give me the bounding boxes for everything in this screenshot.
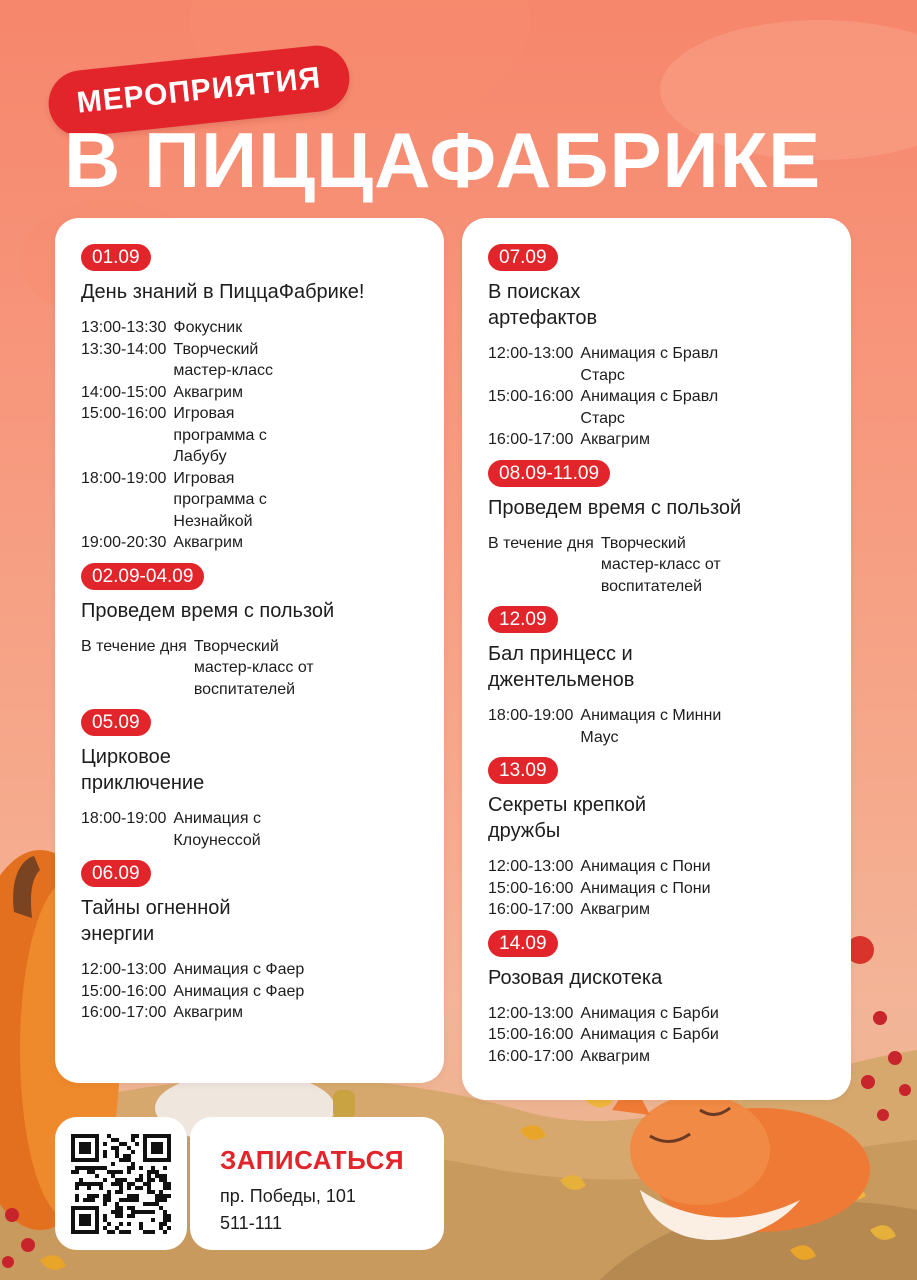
schedule-row bbox=[488, 878, 851, 900]
event-title: День знаний в ПиццаФабрике! bbox=[81, 281, 365, 303]
schedule-activity: Анимация с Бравл Старс bbox=[580, 345, 719, 384]
event-date-badge: 13.09 bbox=[488, 757, 558, 784]
schedule-row bbox=[488, 1003, 851, 1025]
schedule-time: 15:00-16:00 bbox=[81, 982, 167, 1000]
event-title: Проведем время с пользой bbox=[81, 599, 335, 622]
schedule-activity: Анимация с Фаер bbox=[173, 961, 305, 978]
schedule-time: 18:00-19:00 bbox=[81, 469, 167, 487]
schedule-activity: Анимация с Фаер bbox=[173, 982, 305, 1000]
event-date-badge: 14.09 bbox=[488, 930, 558, 957]
schedule-time: 15:00-16:00 bbox=[488, 388, 574, 405]
schedule-row bbox=[488, 899, 851, 921]
schedule-time: В течение дня bbox=[81, 637, 187, 655]
schedule-activity: Анимация с Клоунессой bbox=[173, 810, 261, 849]
schedule-time: 15:00-16:00 bbox=[488, 1026, 574, 1043]
schedule-time: 19:00-20:30 bbox=[81, 534, 167, 551]
schedule-activity: Фокусник bbox=[173, 319, 243, 336]
event-1409 bbox=[488, 930, 851, 1068]
event-0709 bbox=[488, 244, 851, 451]
schedule-time: 15:00-16:00 bbox=[81, 405, 167, 422]
schedule-activity: Анимация с Пони bbox=[580, 879, 711, 897]
schedule-activity: Творческий мастер-класс от воспитателей bbox=[600, 534, 721, 595]
event-0209-0409 bbox=[81, 563, 444, 701]
event-schedule bbox=[488, 856, 851, 921]
schedule-time: 12:00-13:00 bbox=[488, 345, 574, 362]
schedule-time: 16:00-17:00 bbox=[488, 431, 574, 448]
page-title: В ПИЦЦАФАБРИКЕ bbox=[64, 116, 822, 204]
qr-code-icon[interactable] bbox=[71, 1134, 171, 1234]
event-0509 bbox=[81, 709, 444, 851]
signup-link[interactable]: ЗАПИСАТЬСЯ bbox=[220, 1145, 405, 1175]
schedule-time: 12:00-13:00 bbox=[488, 858, 574, 875]
event-0109 bbox=[81, 244, 444, 554]
schedule-activity: Анимация с Бравл Старс bbox=[580, 388, 719, 427]
event-title: Розовая дискотека bbox=[488, 966, 663, 989]
schedule-time: 15:00-16:00 bbox=[488, 879, 574, 897]
schedule-row bbox=[488, 705, 851, 748]
schedule-row bbox=[488, 856, 851, 878]
schedule-time: 16:00-17:00 bbox=[488, 901, 574, 918]
schedule-activity: Аквагрим bbox=[580, 901, 650, 918]
qr-code-card[interactable] bbox=[55, 1117, 187, 1250]
schedule-activity: Анимация с Пони bbox=[580, 858, 711, 875]
schedule-activity: Анимация с Барби bbox=[580, 1026, 719, 1043]
schedule-row bbox=[81, 382, 444, 404]
event-date-badge: 12.09 bbox=[488, 606, 558, 633]
event-0609 bbox=[81, 860, 444, 1024]
schedule-activity: Игровая программа с Лабубу bbox=[173, 405, 267, 465]
schedule-time: 16:00-17:00 bbox=[81, 1004, 167, 1021]
event-title: Секреты крепкой дружбы bbox=[488, 794, 647, 842]
event-title: Бал принцесс и джентельменов bbox=[488, 643, 635, 691]
schedule-row bbox=[488, 343, 851, 386]
schedule-time: 18:00-19:00 bbox=[81, 810, 167, 827]
signup-card[interactable] bbox=[190, 1117, 444, 1250]
schedule-time: 14:00-15:00 bbox=[81, 383, 167, 401]
event-date-badge: 06.09 bbox=[81, 860, 151, 887]
event-title: Проведем время с пользой bbox=[488, 496, 742, 519]
event-date-badge: 07.09 bbox=[488, 244, 558, 271]
event-schedule bbox=[488, 705, 851, 748]
schedule-row bbox=[81, 532, 444, 554]
schedule-row bbox=[81, 403, 444, 468]
schedule-time: 12:00-13:00 bbox=[81, 961, 167, 978]
schedule-row bbox=[81, 959, 444, 981]
schedule-activity: Творческий мастер-класс от воспитателей bbox=[193, 637, 314, 698]
schedule-time: 12:00-13:00 bbox=[488, 1004, 574, 1022]
schedule-card-left bbox=[55, 218, 444, 1083]
event-1309 bbox=[488, 757, 851, 921]
schedule-activity: Аквагрим bbox=[580, 1047, 650, 1065]
event-date-badge: 05.09 bbox=[81, 709, 151, 736]
event-schedule bbox=[81, 808, 444, 851]
event-1209 bbox=[488, 606, 851, 748]
schedule-row bbox=[488, 1046, 851, 1068]
schedule-row bbox=[81, 339, 444, 382]
event-0809-1109 bbox=[488, 460, 851, 598]
schedule-card-right bbox=[462, 218, 851, 1100]
schedule-activity: Аквагрим bbox=[173, 383, 243, 401]
schedule-row bbox=[81, 1002, 444, 1024]
schedule-row bbox=[81, 808, 444, 851]
event-schedule bbox=[488, 533, 851, 598]
schedule-activity: Творческий мастер-класс bbox=[173, 340, 273, 379]
event-schedule bbox=[81, 959, 444, 1024]
event-title: Тайны огненной энергии bbox=[81, 897, 231, 945]
address-text: пр. Победы, 101 bbox=[220, 1186, 356, 1206]
event-schedule bbox=[81, 317, 444, 554]
schedule-time: 13:30-14:00 bbox=[81, 340, 167, 358]
event-date-badge: 02.09-04.09 bbox=[81, 563, 204, 590]
schedule-row bbox=[81, 636, 444, 701]
event-date-badge: 01.09 bbox=[81, 244, 151, 271]
event-date-badge: 08.09-11.09 bbox=[488, 460, 610, 487]
schedule-activity: Аквагрим bbox=[173, 534, 243, 551]
event-title: Цирковое приключение bbox=[81, 746, 205, 794]
schedule-time: 13:00-13:30 bbox=[81, 319, 167, 336]
schedule-time: 16:00-17:00 bbox=[488, 1047, 574, 1065]
schedule-activity: Анимация с Минни Маус bbox=[580, 707, 722, 746]
schedule-activity: Анимация с Барби bbox=[580, 1004, 719, 1022]
schedule-activity: Аквагрим bbox=[580, 431, 650, 448]
schedule-activity: Аквагрим bbox=[173, 1004, 243, 1021]
schedule-activity: Игровая программа с Незнайкой bbox=[173, 469, 267, 530]
event-schedule bbox=[81, 636, 444, 701]
schedule-row bbox=[81, 468, 444, 533]
event-schedule bbox=[488, 343, 851, 451]
schedule-time: 18:00-19:00 bbox=[488, 707, 574, 724]
schedule-row bbox=[81, 981, 444, 1003]
schedule-row bbox=[488, 533, 851, 598]
schedule-row bbox=[488, 386, 851, 429]
schedule-row bbox=[488, 1024, 851, 1046]
schedule-row bbox=[81, 317, 444, 339]
event-schedule bbox=[488, 1003, 851, 1068]
schedule-row bbox=[488, 429, 851, 451]
phone-text[interactable]: 511-111 bbox=[220, 1213, 283, 1233]
schedule-time: В течение дня bbox=[488, 534, 594, 552]
event-title: В поисках артефактов bbox=[488, 281, 598, 329]
events-pill-text: МЕРОПРИЯТИЯ bbox=[75, 61, 323, 120]
